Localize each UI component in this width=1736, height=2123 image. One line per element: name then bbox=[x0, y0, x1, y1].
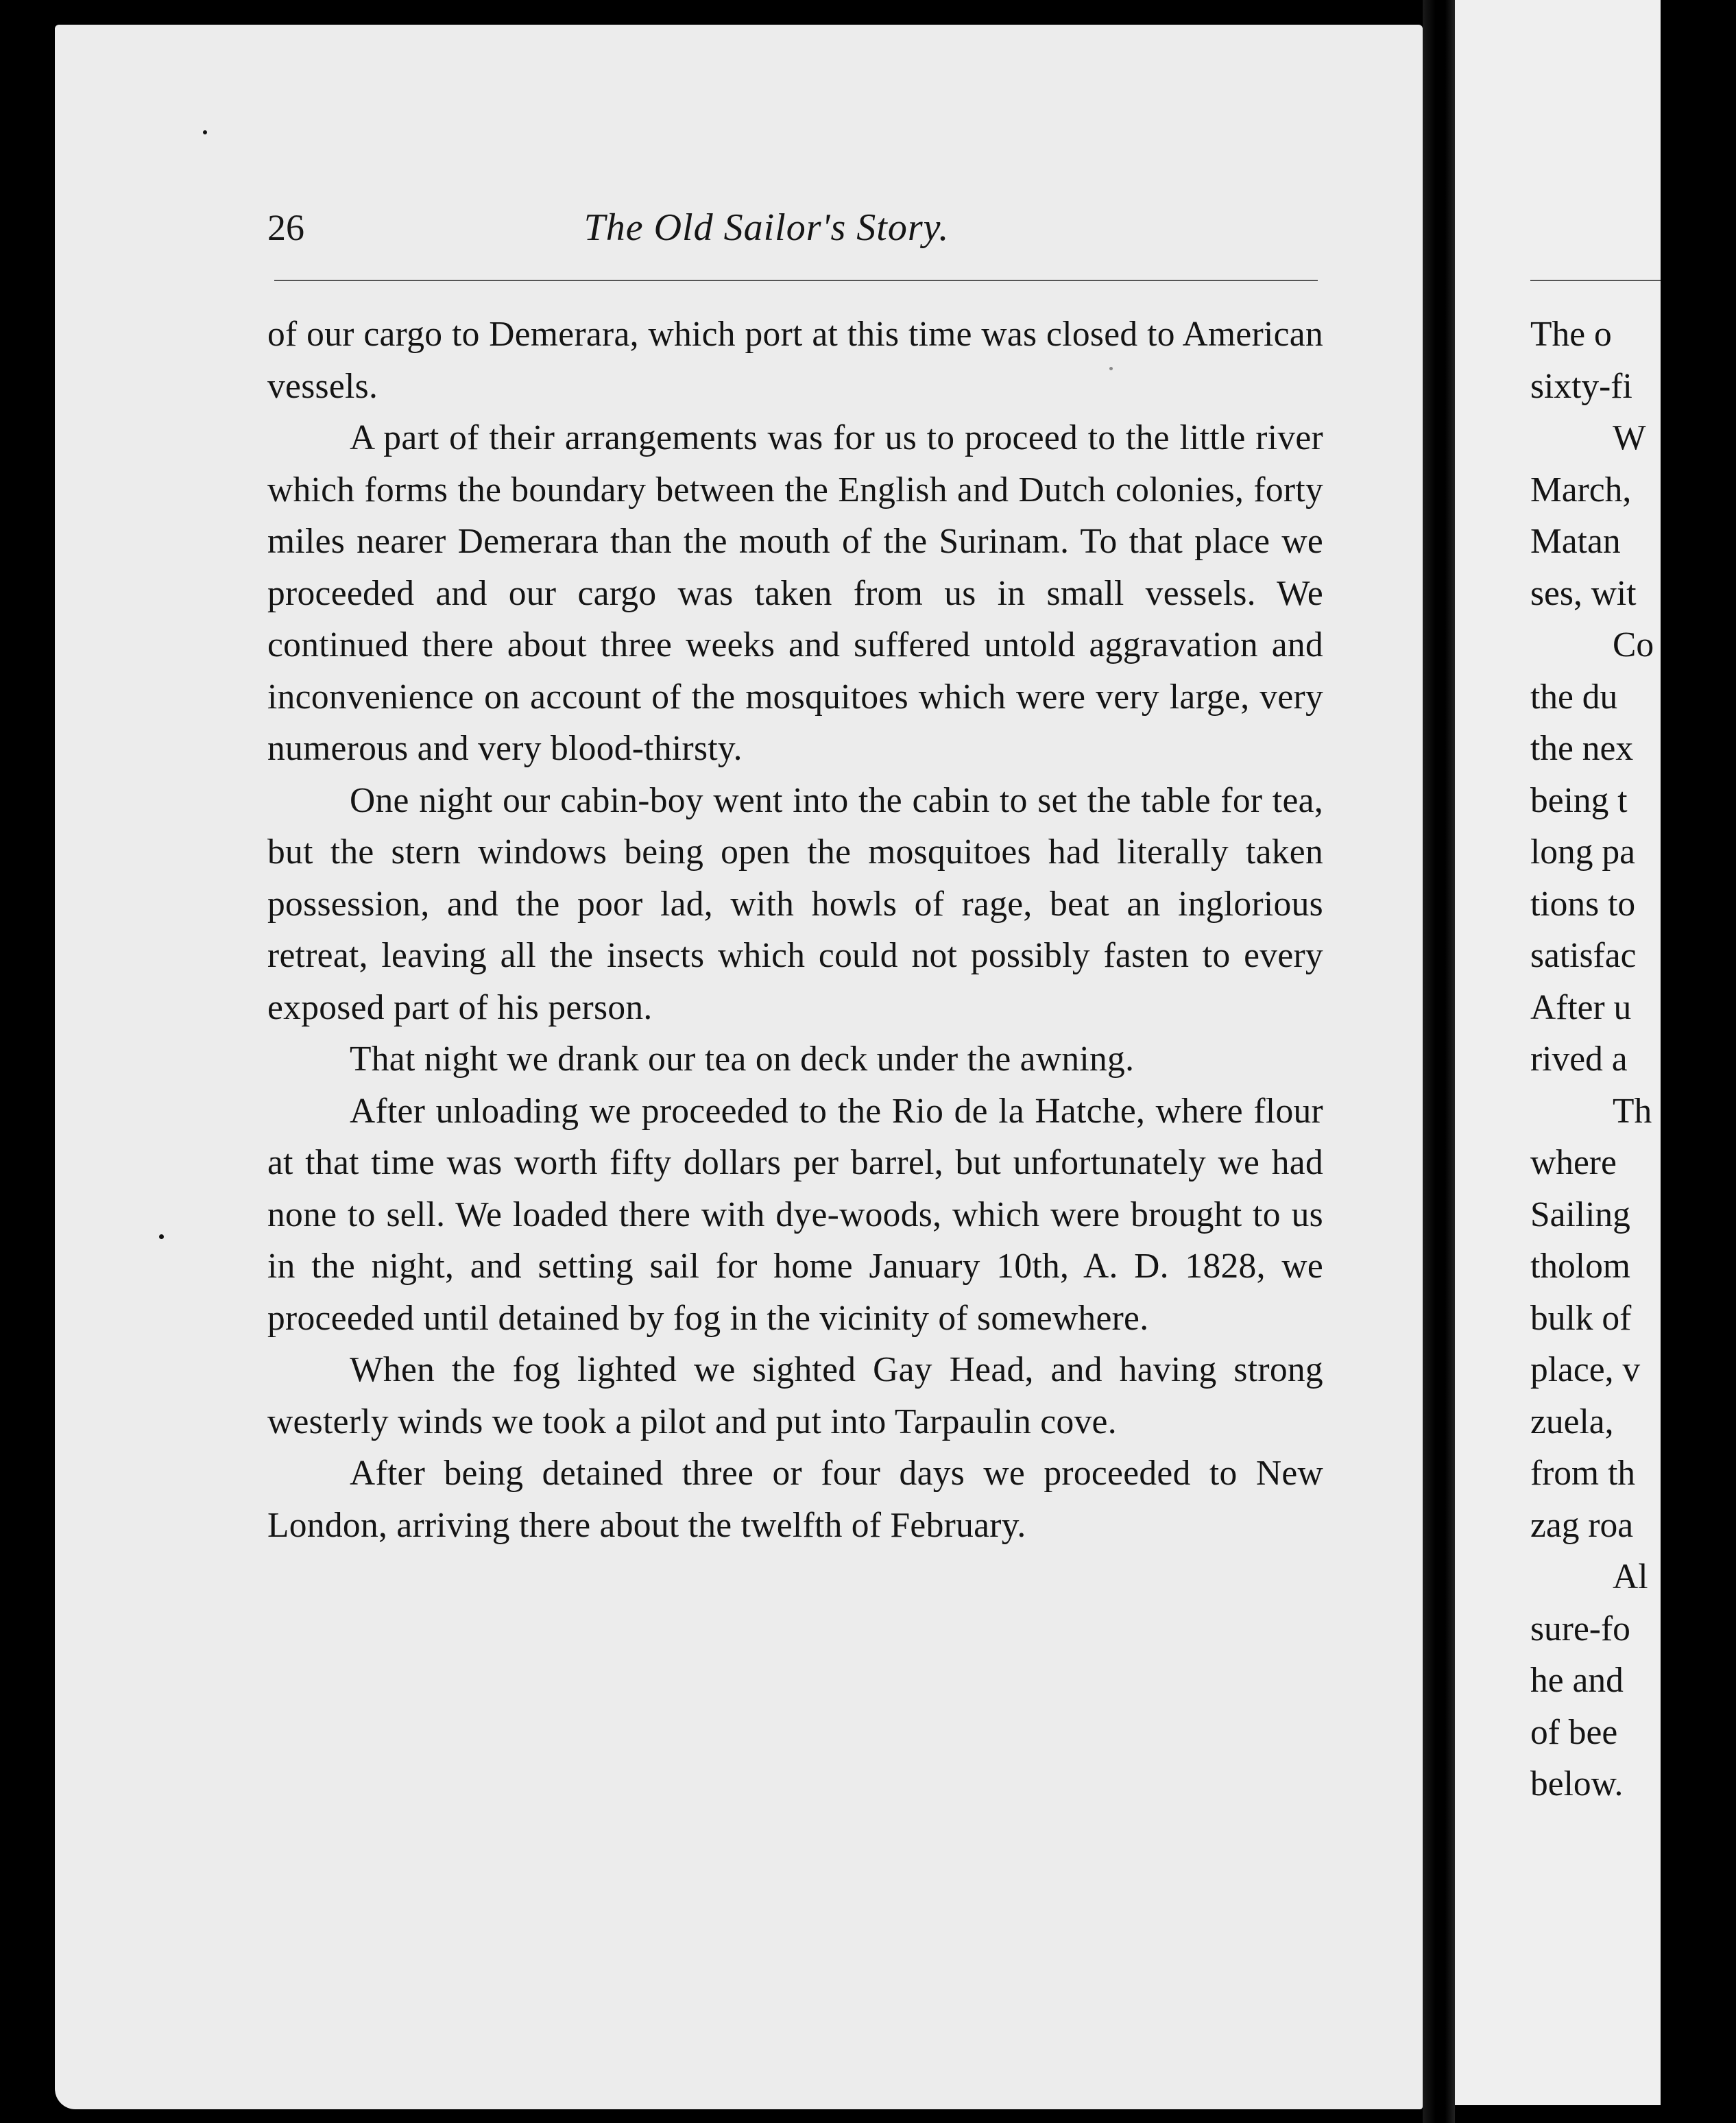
body-text bbox=[267, 309, 1323, 1551]
facing-header-rule bbox=[1530, 280, 1661, 281]
facing-line: March, bbox=[1530, 470, 1632, 509]
facing-page bbox=[1455, 0, 1661, 2105]
facing-line: Co bbox=[1613, 625, 1654, 664]
facing-line: ses, wit bbox=[1530, 573, 1637, 613]
facing-line: sixty-fi bbox=[1530, 366, 1632, 406]
book-spine bbox=[1423, 0, 1455, 2123]
scan-speck bbox=[159, 1234, 164, 1239]
paragraph: After unloading we proceeded to the Rio de la Hatche, where flour at that time was worth fifty dollars per barrel, but unfortunately we had none to sell. We loaded there with dye-woods, which were brought to us in the night, and setting sail for home January 10th, A. D. 1828, we proceeded until detained by fog in the vicinity of somewhere. bbox=[267, 1091, 1323, 1338]
facing-line: Matan bbox=[1530, 522, 1621, 561]
paragraph: A part of their arrangements was for us to proceed to the little river which forms the boundary between the English and Dutch colonies, forty miles nearer Demerara than the mouth of the Surinam. To that place we proceeded and our cargo was taken from us in small vessels. We continued there about three weeks and suffered untold aggravation and inconvenience on account of the mosquitoes which were very large, very numerous and very blood-thirsty. bbox=[267, 418, 1323, 768]
facing-line: W bbox=[1613, 418, 1646, 457]
paragraph: That night we drank our tea on deck under the awning. bbox=[350, 1040, 1135, 1079]
facing-line: where bbox=[1530, 1143, 1617, 1182]
facing-line: rived a bbox=[1530, 1040, 1628, 1079]
facing-line: tions to bbox=[1530, 884, 1636, 924]
facing-line: zag roa bbox=[1530, 1505, 1634, 1545]
paragraph: of our cargo to Demerara, which port at this time was closed to American vessels. bbox=[267, 315, 1323, 406]
paragraph: When the fog lighted we sighted Gay Head, and having strong westerly winds we took a pilot and put into Tarpaulin cove. bbox=[267, 1350, 1323, 1441]
facing-line: After u bbox=[1530, 987, 1632, 1027]
scan-speck bbox=[203, 130, 207, 134]
header-rule bbox=[274, 280, 1318, 281]
facing-line: he and bbox=[1530, 1661, 1624, 1700]
running-title: The Old Sailor's Story. bbox=[583, 206, 950, 249]
facing-line: from th bbox=[1530, 1454, 1636, 1493]
facing-line: long pa bbox=[1530, 832, 1636, 872]
facing-line: being t bbox=[1530, 780, 1628, 820]
facing-line: Al bbox=[1613, 1557, 1648, 1596]
facing-line: place, v bbox=[1530, 1350, 1641, 1389]
facing-line: satisfac bbox=[1530, 936, 1637, 975]
facing-line: Th bbox=[1613, 1091, 1652, 1131]
paragraph: After being detained three or four days we proceeded to New London, arriving there about the twelfth of February. bbox=[267, 1454, 1323, 1545]
scan-speck bbox=[1109, 367, 1113, 370]
facing-page-text bbox=[1530, 309, 1736, 1810]
facing-line: of bee bbox=[1530, 1712, 1618, 1752]
facing-line: The o bbox=[1530, 315, 1612, 354]
page-number: 26 bbox=[267, 207, 304, 248]
page-header bbox=[211, 200, 1322, 255]
facing-line: tholom bbox=[1530, 1247, 1630, 1286]
facing-line: sure-fo bbox=[1530, 1609, 1630, 1648]
facing-line: zuela, bbox=[1530, 1402, 1614, 1441]
facing-line: Sailing bbox=[1530, 1195, 1630, 1234]
facing-line: bulk of bbox=[1530, 1298, 1632, 1338]
facing-line: the nex bbox=[1530, 729, 1634, 768]
facing-line: the du bbox=[1530, 677, 1618, 717]
paragraph: One night our cabin-boy went into the cabin to set the table for tea, but the stern windows being open the mosquitoes had literally taken possession, and the poor lad, with howls of rage, beat an inglorious retreat, leaving all the insects which could not possibly fasten to every exposed part of his person. bbox=[267, 780, 1323, 1027]
facing-line: below. bbox=[1530, 1764, 1624, 1803]
